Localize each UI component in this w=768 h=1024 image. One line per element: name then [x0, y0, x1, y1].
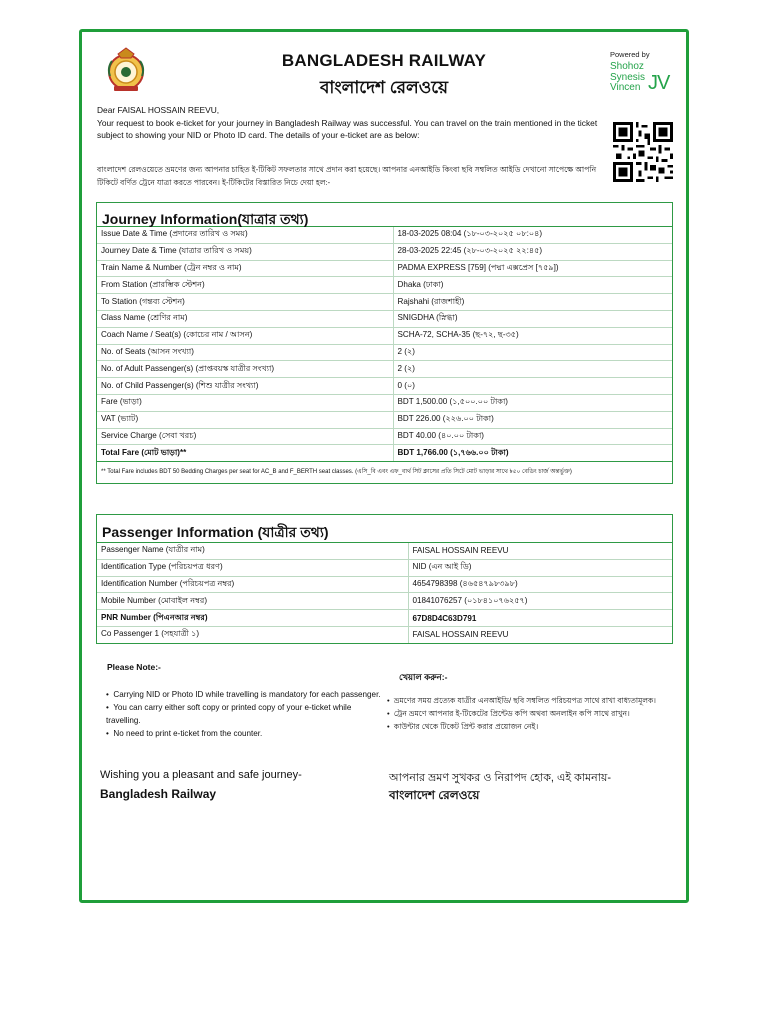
journey-row	[97, 310, 672, 327]
row-label: Passenger Name (যাত্রীর নাম)	[97, 543, 408, 559]
intro-message: Your request to book e-ticket for your journey in Bangladesh Railway was successful. You can travel on the train mentioned in the ticket subject to showing your NID or Photo ID card. The details of your e-ticket are as below:	[97, 117, 598, 140]
note-title-english: Please Note:-	[107, 662, 161, 672]
passenger-info-box	[96, 514, 673, 644]
row-value: 2 (২)	[393, 361, 672, 378]
row-value: FAISAL HOSSAIN REEVU	[412, 630, 509, 640]
wish-english: Wishing you a pleasant and safe journey-	[100, 769, 302, 781]
fare-note: ** Total Fare includes BDT 50 Bedding Charges per seat for AC_B and F_BERTH seat classes. (এসি_বি এবং এফ_বার্থ সিট ক্লাসের প্রতি সিটে মোট ভাড়ার সাথে ৳৫০ বেডিং চার্জ অন্তর্ভুক্ত)	[97, 461, 672, 483]
vendor-mark: JV	[648, 72, 670, 94]
passenger-row	[97, 626, 672, 642]
row-value: BDT 226.00 (২২৬.০০ টাকা)	[393, 411, 672, 428]
intro-english	[97, 104, 607, 142]
row-label: To Station (গন্তব্য স্টেশন)	[97, 294, 393, 311]
note-item: • No need to print e-ticket from the counter.	[106, 729, 263, 738]
wish-bangla: আপনার ভ্রমণ সুখকর ও নিরাপদ হোক, এই কামনায়-	[389, 772, 612, 784]
note-item: • Carrying NID or Photo ID while travelling is mandatory for each passenger.	[106, 690, 381, 699]
vendor-logo	[610, 62, 676, 102]
row-label: Total Fare (মোট ভাড়া)**	[97, 445, 393, 461]
row-label: Identification Type (পরিচয়পত্র ধরণ)	[97, 559, 408, 576]
row-value: 0 (০)	[393, 378, 672, 395]
journey-row	[97, 227, 672, 243]
row-value: FAISAL HOSSAIN REEVU	[408, 543, 672, 559]
row-value: 67D8D4C63D791	[408, 610, 672, 627]
row-label: Service Charge (সেবা খরচ)	[97, 428, 393, 445]
notes-list-bangla	[387, 694, 672, 733]
note-item: • ভ্রমণের সময় প্রত্যেক যাত্রীর এনআইডি/ ছবি সম্বলিত পরিচয়পত্র সাথে রাখা বাধ্যতামূলক।	[387, 696, 657, 705]
signature-english: Bangladesh Railway	[100, 787, 217, 801]
row-value: 01841076257 (০১৮৪১০৭৬২৫৭)	[408, 593, 672, 610]
row-value: BDT 1,500.00 (১,৫০০.০০ টাকা)	[393, 394, 672, 411]
qr-code-icon	[613, 122, 673, 182]
greeting: Dear FAISAL HOSSAIN REEVU,	[97, 105, 220, 115]
row-label: Fare (ভাড়া)	[97, 394, 393, 411]
passenger-info-table	[97, 543, 672, 643]
row-value: 4654798398 (৪৬৫৪৭৯৮৩৯৮)	[408, 576, 672, 593]
notes-list-english	[106, 688, 386, 740]
vendor-line-1: Shohoz	[610, 61, 644, 72]
row-value: BDT 1,766.00 (১,৭৬৬.০০ টাকা)	[397, 447, 509, 457]
journey-info-table	[97, 227, 672, 461]
row-value: 28-03-2025 22:45 (২৮-০৩-২০২৫ ২২:৪৫)	[393, 243, 672, 260]
row-label: No. of Adult Passenger(s) (প্রাপ্তবয়স্ক যাত্রীর সংখ্যা)	[97, 361, 393, 378]
journey-row	[97, 361, 672, 378]
journey-row	[97, 260, 672, 277]
journey-row	[97, 445, 672, 461]
vendor-name	[610, 62, 645, 94]
row-value: Dhaka (ঢাকা)	[393, 277, 672, 294]
row-label: PNR Number (পিএনআর নম্বর)	[97, 610, 408, 627]
title-bangla: বাংলাদেশ রেলওয়ে	[319, 78, 449, 97]
passenger-row	[97, 543, 672, 559]
row-label: Coach Name / Seat(s) (কোচের নাম / আসন)	[97, 327, 393, 344]
passenger-info-title: Passenger Information (যাত্রীর তথ্য)	[97, 515, 672, 543]
note-item: • ট্রেন ভ্রমণে আপনার ই-টিকেটের প্রিন্টেড কপি অথবা অনলাইন কপি সাথে রাখুন।	[387, 709, 630, 718]
row-label: Issue Date & Time (প্রদানের তারিখ ও সময়)	[97, 227, 393, 243]
journey-row	[97, 243, 672, 260]
row-label: Mobile Number (মোবাইল নম্বর)	[97, 593, 408, 610]
row-label: From Station (প্রারম্ভিক স্টেশন)	[97, 277, 393, 294]
row-value: Rajshahi (রাজশাহী)	[393, 294, 672, 311]
ticket-frame	[79, 29, 689, 903]
row-label: VAT (ভ্যাট)	[97, 411, 393, 428]
passenger-row	[97, 576, 672, 593]
journey-info-title: Journey Information(যাত্রার তথ্য)	[97, 203, 672, 227]
row-value: PADMA EXPRESS [759] (পদ্মা এক্সপ্রেস [৭৫৯])	[393, 260, 672, 277]
note-item: • You can carry either soft copy or printed copy of your e-ticket while travelling.	[106, 703, 352, 725]
row-value: SNIGDHA (স্নিগ্ধা)	[393, 310, 672, 327]
journey-row	[97, 394, 672, 411]
row-label: Journey Date & Time (যাত্রার তারিখ ও সময়)	[97, 243, 393, 260]
row-label: Class Name (শ্রেণির নাম)	[97, 310, 393, 327]
vendor-line-2: Synesis	[610, 71, 646, 83]
row-label: Identification Number (পরিচয়পত্র নম্বর)	[97, 576, 408, 593]
powered-by-label: Powered by	[610, 50, 650, 59]
passenger-row	[97, 559, 672, 576]
note-item: • কাউন্টার থেকে টিকেট প্রিন্ট করার প্রয়োজন নেই।	[387, 722, 539, 731]
journey-row	[97, 294, 672, 311]
row-label: No. of Seats (আসন সংখ্যা)	[97, 344, 393, 361]
row-label: Train Name & Number (ট্রেন নম্বর ও নাম)	[97, 260, 393, 277]
passenger-row	[97, 610, 672, 627]
note-title-bangla: খেয়াল করুন:-	[399, 672, 448, 682]
journey-row	[97, 428, 672, 445]
journey-row	[97, 378, 672, 395]
row-label: Co Passenger 1 (সহযাত্রী ১)	[97, 626, 408, 642]
row-value: SCHA-72, SCHA-35 (ছ-৭২, ছ-৩৫)	[393, 327, 672, 344]
passenger-row	[97, 593, 672, 610]
vendor-line-3: Vincen	[610, 82, 641, 93]
row-value: NID (এন আই ডি)	[408, 559, 672, 576]
journey-row	[97, 344, 672, 361]
signature-bangla: বাংলাদেশ রেলওয়ে	[389, 788, 480, 802]
row-label: No. of Child Passenger(s) (শিশু যাত্রীর সংখ্যা)	[97, 378, 393, 395]
row-value: 2 (২)	[393, 344, 672, 361]
row-value: 18-03-2025 08:04 (১৮-০৩-২০২৫ ০৮:০৪)	[393, 227, 672, 243]
journey-info-box	[96, 202, 673, 484]
intro-bangla: বাংলাদেশ রেলওয়েতে ভ্রমণের জন্য আপনার চাহিত ই-টিকিট সফলতার সাথে প্রদান করা হয়েছে। আপনার এনআইডি কিংবা ছবি সম্বলিত আইডি দেখানো সাপেক্ষে আপনি টিকিটে বর্ণিত ট্রেনে যাত্রা করতে পারবেন। ই-টিকিটের বিস্তারিত নিচে দেয়া হল:-	[97, 165, 597, 187]
journey-row	[97, 277, 672, 294]
title-english: BANGLADESH RAILWAY	[281, 51, 487, 70]
journey-row	[97, 327, 672, 344]
row-value: BDT 40.00 (৪০.০০ টাকা)	[393, 428, 672, 445]
journey-row	[97, 411, 672, 428]
